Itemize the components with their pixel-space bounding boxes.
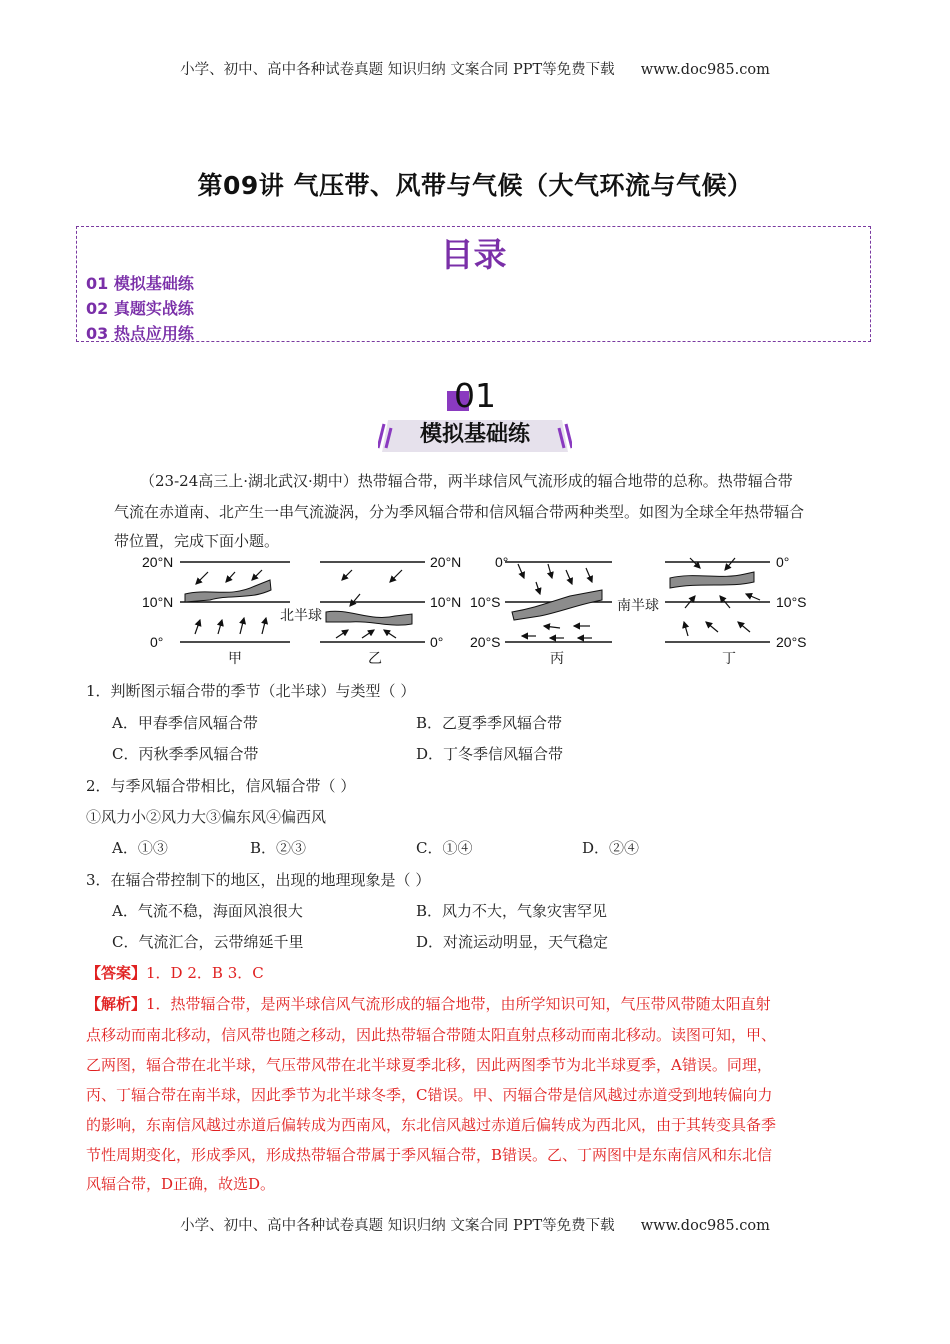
intro-line: 气流在赤道南、北产生一串气流漩涡，分为季风辐合带和信风辐合带两种类型。如图为全球全年热带辐合 (114, 503, 805, 521)
lat-label: 10°N (430, 594, 462, 610)
toc-heading: 目录 (440, 235, 507, 274)
analysis-line: 乙两图，辐合带在北半球，气压带风带在北半球夏季北移，因此两图季节为北半球夏季，A错误。同理， (86, 1056, 772, 1074)
option[interactable]: A．①③ (112, 839, 168, 857)
toc-item[interactable]: 02 真题实战练 (86, 299, 194, 318)
footer-url[interactable]: www.doc985.com (640, 1218, 770, 1234)
panel-bing (470, 554, 612, 667)
panel-yi (320, 554, 461, 667)
footer-text: 小学、初中、高中各种试卷真题 知识归纳 文案合同 PPT等免费下载 (180, 1218, 615, 1234)
analysis-line (86, 993, 771, 1014)
page-header (0, 58, 950, 79)
intro-line: （23-24高三上·湖北武汉·期中）热带辐合带，两半球信风气流形成的辐合地带的总称。热带辐合带 (140, 472, 793, 490)
page-footer (0, 1214, 950, 1235)
south-hemisphere-label: 南半球 (617, 598, 659, 614)
lat-label: 0° (150, 634, 164, 650)
panel-jia (142, 554, 290, 667)
option[interactable]: B．乙夏季季风辐合带 (416, 714, 563, 732)
option[interactable]: D．②④ (582, 839, 640, 857)
table-of-contents (76, 226, 871, 342)
lat-label: 10°N (142, 594, 174, 610)
header-url[interactable]: www.doc985.com (640, 62, 770, 78)
lat-label: 10°S (776, 594, 807, 610)
panel-caption: 甲 (228, 651, 242, 667)
section-number: 01 (454, 376, 496, 415)
panel-caption: 乙 (368, 651, 382, 667)
lat-label: 20°S (470, 634, 501, 650)
option[interactable]: B．②③ (250, 839, 307, 857)
intro-line: 带位置，完成下面小题。 (114, 532, 280, 550)
itcz-figure (140, 550, 840, 670)
north-hemisphere-label: 北半球 (280, 608, 322, 624)
section-name: 模拟基础练 (419, 422, 530, 447)
lat-label: 20°N (142, 554, 174, 570)
panel-caption: 丙 (550, 651, 564, 667)
question-1-stem: 1．判断图示辐合带的季节（北半球）与类型（ ） (86, 682, 416, 700)
panel-caption: 丁 (722, 651, 736, 667)
lat-label: 0° (495, 554, 509, 570)
page-title: 第09讲 气压带、风带与气候（大气环流与气候） (197, 171, 753, 200)
question-2-sub: ①风力小②风力大③偏东风④偏西风 (86, 808, 327, 826)
answer-line (86, 962, 264, 983)
lat-label: 0° (430, 634, 444, 650)
lat-label: 0° (776, 554, 790, 570)
option[interactable]: A．甲春季信风辐合带 (112, 714, 258, 732)
option[interactable]: D．丁冬季信风辐合带 (416, 745, 564, 763)
question-2-stem: 2．与季风辐合带相比，信风辐合带（ ） (86, 777, 356, 795)
header-text: 小学、初中、高中各种试卷真题 知识归纳 文案合同 PPT等免费下载 (180, 62, 615, 78)
lat-label: 10°S (470, 594, 501, 610)
answer-tag: 【答案】 (86, 964, 147, 982)
option[interactable]: D．对流运动明显，天气稳定 (416, 933, 609, 951)
analysis-line: 风辐合带，D正确，故选D。 (86, 1175, 276, 1193)
analysis-line: 的影响，东南信风越过赤道后偏转成为西南风，东北信风越过赤道后偏转成为西北风，由于其转变具备季 (86, 1116, 777, 1134)
toc-item[interactable]: 03 热点应用练 (86, 324, 194, 343)
panel-ding (665, 554, 807, 667)
option[interactable]: B．风力不大，气象灾害罕见 (416, 902, 608, 920)
lat-label: 20°S (776, 634, 807, 650)
option[interactable]: A．气流不稳，海面风浪很大 (112, 902, 303, 920)
analysis-tag: 【解析】 (86, 995, 147, 1013)
toc-item[interactable]: 01 模拟基础练 (86, 274, 194, 293)
option[interactable]: C．气流汇合，云带绵延千里 (112, 933, 304, 951)
option[interactable]: C．①④ (416, 839, 473, 857)
analysis-line: 丙、丁辐合带在南半球，因此季节为北半球冬季，C错误。甲、丙辐合带是信风越过赤道受到地转偏向力 (86, 1086, 773, 1104)
analysis-line: 点移动而南北移动，信风带也随之移动，因此热带辐合带随太阳直射点移动而南北移动。读图可知，甲、 (86, 1026, 777, 1044)
option[interactable]: C．丙秋季季风辐合带 (112, 745, 259, 763)
answer-text: 1．D 2．B 3．C (146, 964, 264, 982)
analysis-text: 1．热带辐合带，是两半球信风气流形成的辐合地带，由所学知识可知，气压带风带随太阳直射 (146, 995, 771, 1013)
lat-label: 20°N (430, 554, 462, 570)
question-3-stem: 3．在辐合带控制下的地区，出现的地理现象是（ ） (86, 871, 431, 889)
analysis-line: 节性周期变化，形成季风，形成热带辐合带属于季风辐合带，B错误。乙、丁两图中是东南信风和东北信 (86, 1146, 773, 1164)
